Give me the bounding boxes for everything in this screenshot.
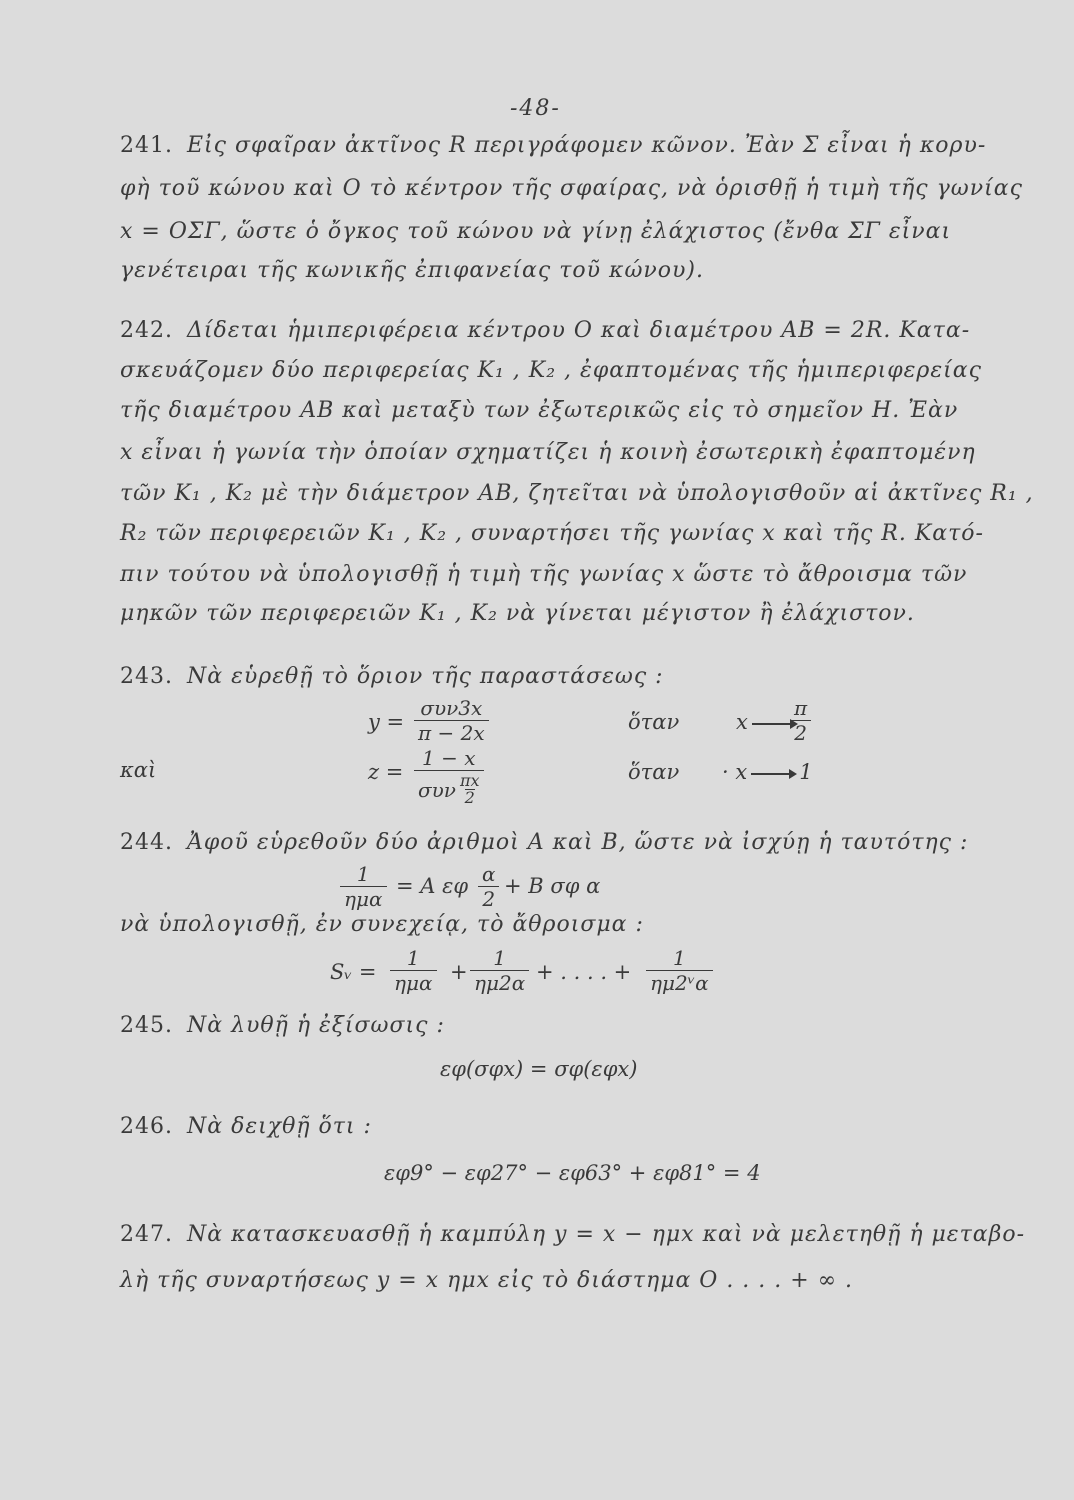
y-label: y = [368, 710, 405, 734]
problem-244-intro: 244. Ἀφοῦ εὑρεθοῦν δύο ἀριθμοὶ Α καὶ Β, ὥστε νὰ ἰσχύῃ ἡ ταυτότης : [120, 830, 969, 855]
when-label-2: ὅταν [628, 760, 680, 784]
problem-247-line-1: 247. Νὰ κατασκευασθῇ ἡ καμπύλη y = x − ημx καὶ νὰ μελετηθῇ ἡ μεταβο- [120, 1222, 1026, 1247]
z-fraction [414, 748, 484, 806]
problem-242-line-7: πιν τούτου νὰ ὑπολογισθῇ ἡ τιμὴ τῆς γωνίας x ὥστε τὸ ἄθροισμα τῶν [120, 562, 968, 587]
problem-246-intro: 246. Νὰ δειχθῇ ὅτι : [120, 1114, 372, 1139]
problem-242-number: 242. [120, 318, 173, 343]
y-denominator: π − 2x [414, 720, 489, 743]
arrow-icon [751, 773, 795, 775]
problem-246-equation: εφ9° − εφ27° − εφ63° + εφ81° = 4 [384, 1161, 761, 1185]
problem-241-line-1: 241. Εἰς σφαῖραν ἀκτῖνος R περιγράφομεν κῶνον. Ἐὰν Σ εἶναι ἡ κορυ- [120, 133, 987, 158]
sum-plus: + [450, 960, 468, 984]
z-denominator: συν πx 2 [414, 770, 484, 806]
sum-term-2: $\frac{1}{\eta\mu 2\alpha}$ [470, 948, 529, 993]
z-label: z = [368, 760, 404, 784]
problem-242-line-5: τῶν Κ₁ , Κ₂ μὲ τὴν διάμετρον ΑΒ, ζητεῖται νὰ ὑπολογισθοῦν αἱ ἀκτῖνες R₁ , [120, 481, 1034, 506]
limit-2: · x 1 [722, 760, 813, 784]
problem-245-equation: εφ(σφx) = σφ(εφx) [440, 1057, 638, 1081]
when-label-1: ὅταν [628, 710, 680, 734]
identity-mid: = Α εφ [396, 874, 469, 898]
problem-245-intro: 245. Νὰ λυθῇ ἡ ἐξίσωσις : [120, 1013, 445, 1038]
problem-242-line-8: μηκῶν τῶν περιφερειῶν Κ₁ , Κ₂ νὰ γίνεται μέγιστον ἢ ἐλάχιστον. [120, 601, 915, 626]
problem-244-number: 244. [120, 830, 173, 855]
problem-243-intro: 243. Νὰ εὑρεθῇ τὸ ὅριον τῆς παραστάσεως : [120, 664, 664, 689]
z-numerator: 1 − x [422, 746, 476, 770]
problem-242-line-1: 242. Δίδεται ἡμιπεριφέρεια κέντρου Ο καὶ διαμέτρου ΑΒ = 2R. Κατα- [120, 318, 971, 343]
problem-246-number: 246. [120, 1114, 173, 1139]
problem-241-number: 241. [120, 133, 173, 158]
problem-244-then: νὰ ὑπολογισθῇ, ἐν συνεχείᾳ, τὸ ἄθροισμα : [120, 912, 644, 937]
limit-1: x [736, 710, 800, 734]
problem-245-number: 245. [120, 1013, 173, 1038]
sum-dots: + . . . . + [536, 960, 632, 984]
identity-end: + Β σφ α [504, 874, 601, 898]
problem-242-line-2: σκευάζομεν δύο περιφερείας Κ₁ , Κ₂ , ἐφαπτομένας τῆς ἡμιπεριφερείας [120, 358, 982, 383]
y-numerator: συν3x [420, 696, 483, 720]
sum-term-1: 1 ημα [390, 948, 437, 993]
identity-half-angle: $\frac{\alpha}{2}$ [478, 864, 500, 909]
page-number: -48- [510, 96, 561, 121]
problem-242-line-4: x εἶναι ἡ γωνία τὴν ὁποίαν σχηματίζει ἡ κοινὴ ἐσωτερικὴ ἐφαπτομένη [120, 440, 976, 465]
identity-lhs: 1 ημα [340, 864, 387, 909]
sum-label: Sᵥ = [330, 960, 377, 984]
problem-241-line-3: x = ΟΣΓ, ὥστε ὁ ὄγκος τοῦ κώνου νὰ γίνῃ ἐλάχιστος (ἔνθα ΣΓ εἶναι [120, 219, 952, 244]
problem-247-number: 247. [120, 1222, 173, 1247]
problem-243-number: 243. [120, 664, 173, 689]
limit-1-value: $\frac{\pi}{2}$ [790, 698, 811, 743]
and-label: καὶ [120, 758, 157, 782]
problem-242-line-3: τῆς διαμέτρου ΑΒ καὶ μεταξὺ των ἐξωτερικῶς εἰς τὸ σημεῖον Η. Ἐὰν [120, 398, 959, 423]
sum-term-last: $\frac{1}{\text{ημ2ᵛα}}$ [646, 948, 713, 993]
y-fraction [414, 698, 489, 743]
problem-242-line-6: R₂ τῶν περιφερειῶν Κ₁ , Κ₂ , συναρτήσει τῆς γωνίας x καὶ τῆς R. Κατό- [120, 521, 984, 546]
problem-247-line-2: λὴ τῆς συναρτήσεως y = x ημx εἰς τὸ διάστημα Ο . . . . + ∞ . [120, 1268, 854, 1293]
problem-241-line-4: γενέτειραι τῆς κωνικῆς ἐπιφανείας τοῦ κώνου). [120, 258, 704, 283]
problem-241-line-2: φὴ τοῦ κώνου καὶ Ο τὸ κέντρον τῆς σφαίρας, νὰ ὁρισθῇ ἡ τιμὴ τῆς γωνίας [120, 176, 1023, 201]
